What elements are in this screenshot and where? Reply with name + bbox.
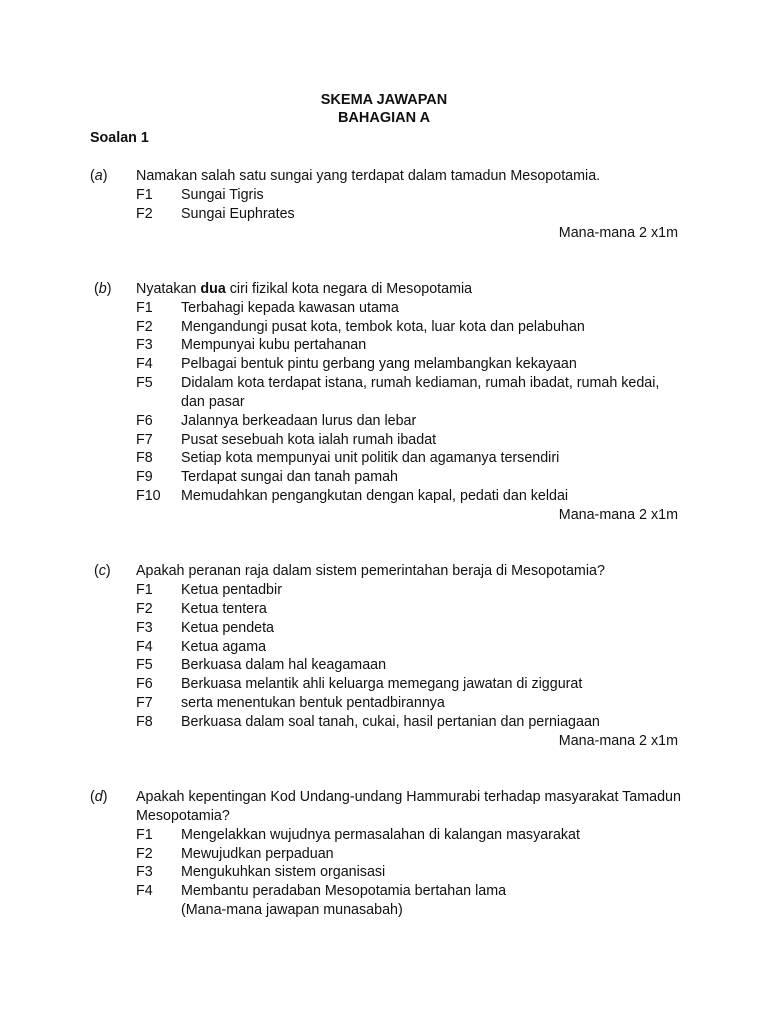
answer-code: F3	[136, 864, 153, 880]
answer-code: F2	[136, 846, 153, 862]
question-text-continued: Mesopotamia?	[136, 808, 230, 824]
answer-text: Ketua agama	[181, 639, 267, 655]
answer-text: Pusat sesebuah kota ialah rumah ibadat	[181, 432, 437, 448]
marks-note: Mana-mana 2 x1m	[558, 507, 678, 523]
answer-code: F8	[136, 450, 153, 466]
answer-text: Berkuasa dalam soal tanah, cukai, hasil pertanian dan perniagaan	[181, 714, 600, 730]
answer-text: Mengelakkan wujudnya permasalahan di kalangan masyarakat	[181, 827, 580, 843]
marks-note: Mana-mana 2 x1m	[558, 225, 678, 241]
answer-note: (Mana-mana jawapan munasabah)	[181, 902, 403, 918]
answer-code: F1	[136, 187, 153, 203]
answer-code: F2	[136, 319, 153, 335]
answer-code: F2	[136, 206, 153, 222]
answer-text: Setiap kota mempunyai unit politik dan agamanya tersendiri	[181, 450, 560, 466]
answer-text: Terdapat sungai dan tanah pamah	[181, 469, 399, 485]
question-text: Namakan salah satu sungai yang terdapat dalam tamadun Mesopotamia.	[136, 168, 601, 184]
answer-text: Didalam kota terdapat istana, rumah kediaman, rumah ibadat, rumah kedai,	[181, 375, 660, 391]
answer-text: Memudahkan pengangkutan dengan kapal, pedati dan keldai	[181, 488, 569, 504]
answer-text: Berkuasa dalam hal keagamaan	[181, 657, 387, 673]
page-subtitle: BAHAGIAN A	[337, 110, 431, 126]
answer-text: Sungai Euphrates	[181, 206, 295, 222]
answer-code: F3	[136, 337, 153, 353]
answer-text-continued: dan pasar	[181, 394, 245, 410]
page-title: SKEMA JAWAPAN	[320, 92, 448, 108]
answer-text: Ketua pentadbir	[181, 582, 282, 598]
question-label: (d)	[90, 789, 108, 805]
answer-code: F4	[136, 639, 153, 655]
answer-text: Jalannya berkeadaan lurus dan lebar	[181, 413, 417, 429]
question-label: (b)	[94, 281, 112, 297]
answer-text: Mempunyai kubu pertahanan	[181, 337, 367, 353]
answer-code: F4	[136, 356, 153, 372]
answer-text: Terbahagi kepada kawasan utama	[181, 300, 399, 316]
answer-code: F10	[136, 488, 161, 504]
answer-code: F1	[136, 300, 153, 316]
answer-code: F7	[136, 432, 153, 448]
answer-text: serta menentukan bentuk pentadbirannya	[181, 695, 445, 711]
answer-text: Ketua tentera	[181, 601, 267, 617]
answer-code: F6	[136, 676, 153, 692]
answer-code: F5	[136, 657, 153, 673]
answer-code: F1	[136, 582, 153, 598]
question-label: (a)	[90, 168, 108, 184]
section-heading: Soalan 1	[90, 130, 149, 146]
answer-text: Membantu peradaban Mesopotamia bertahan lama	[181, 883, 507, 899]
question-text: Nyatakan dua ciri fizikal kota negara di Mesopotamia	[136, 281, 473, 297]
answer-code: F8	[136, 714, 153, 730]
answer-code: F7	[136, 695, 153, 711]
answer-code: F1	[136, 827, 153, 843]
answer-text: Pelbagai bentuk pintu gerbang yang melambangkan kekayaan	[181, 356, 577, 372]
answer-code: F5	[136, 375, 153, 391]
question-text: Apakah kepentingan Kod Undang-undang Hammurabi terhadap masyarakat Tamadun	[136, 789, 681, 805]
question-label: (c)	[94, 563, 111, 579]
answer-code: F4	[136, 883, 153, 899]
question-text: Apakah peranan raja dalam sistem pemerintahan beraja di Mesopotamia?	[136, 563, 605, 579]
answer-text: Ketua pendeta	[181, 620, 275, 636]
answer-text: Mengandungi pusat kota, tembok kota, luar kota dan pelabuhan	[181, 319, 585, 335]
answer-text: Sungai Tigris	[181, 187, 264, 203]
answer-text: Mewujudkan perpaduan	[181, 846, 334, 862]
answer-text: Berkuasa melantik ahli keluarga memegang jawatan di ziggurat	[181, 676, 583, 692]
answer-text: Mengukuhkan sistem organisasi	[181, 864, 386, 880]
marks-note: Mana-mana 2 x1m	[558, 733, 678, 749]
answer-code: F2	[136, 601, 153, 617]
answer-code: F6	[136, 413, 153, 429]
answer-code: F3	[136, 620, 153, 636]
answer-code: F9	[136, 469, 153, 485]
